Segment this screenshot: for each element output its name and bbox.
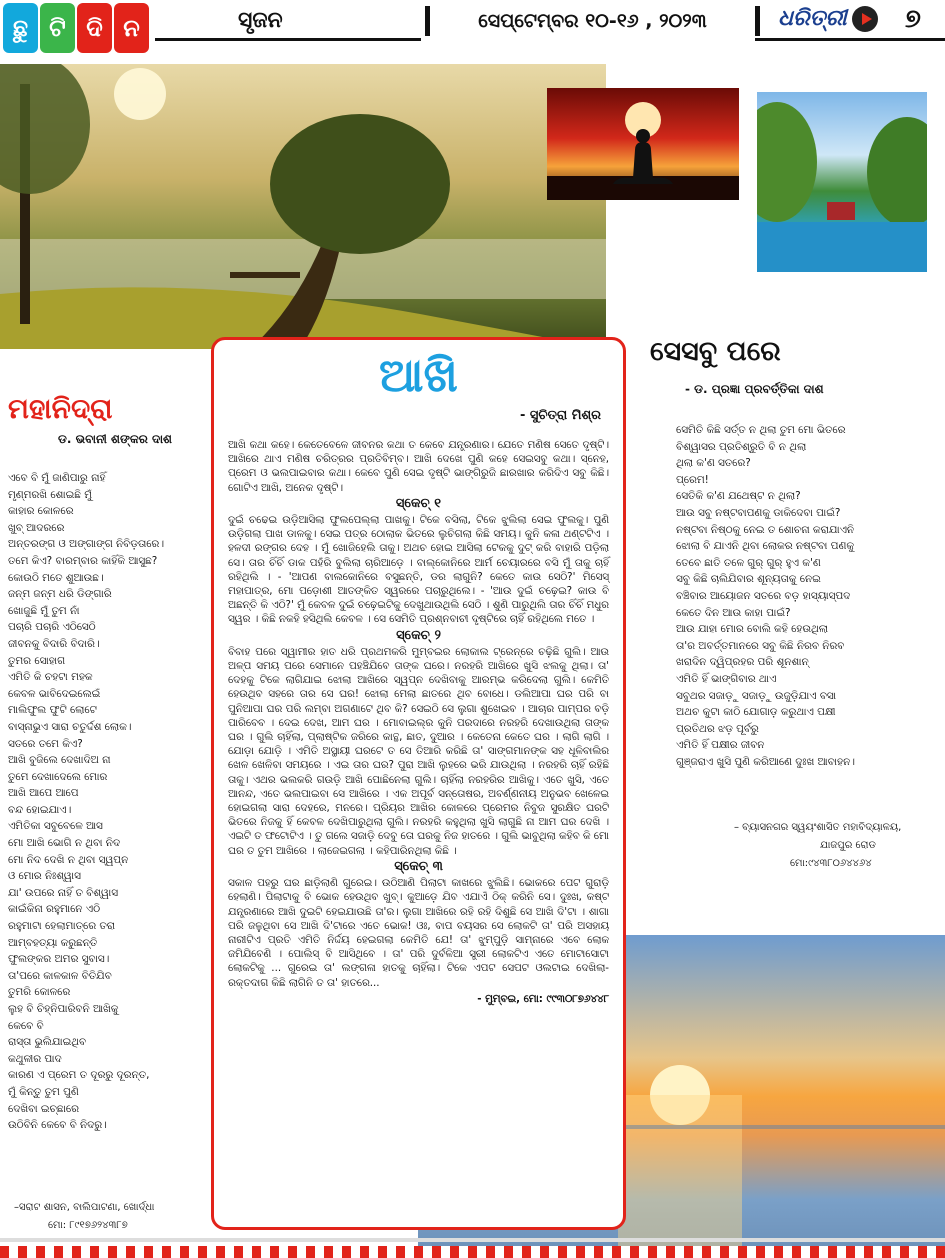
left-poem-line: ଦେଖିବା ଇଚ୍ଛାରେ: [8, 1102, 79, 1115]
header-rule-right: [755, 38, 945, 41]
left-poem-line: ମୋ ନିଦ ଦେଖି ନ ଥିବା ସ୍ୱପ୍ନ: [8, 853, 129, 866]
right-poem-line: ଆଉ ଯାହା ମୋର ବୋଲି କହି ହେଉଥିଲା: [676, 623, 828, 636]
left-poem-author: ଡ. ଭବାନୀ ଶଙ୍କର ଦାଶ: [58, 432, 172, 446]
right-poem-line: ଏମିତି ହିଁ ପକ୍ଷୀର ଜୀବନ: [676, 739, 765, 752]
right-poem-body: [676, 422, 938, 770]
sketch-3-text: ସକାଳ ପହରୁ ଘର ଛାଡ଼ିଲାଣି ଗୁରେଇ। ଉଠିଆଣି ପିଲାଟା କାଖରେ ଝୁଲିଛି। ଭୋକରେ ପେଟ ଗୁରାଡ଼ି ହେଲାଣି। ପିଲାଟାକୁ ବି ଭୋକ ହେଉଥିବ ଖୁବ୍। କୁଆଡ଼େ ଯିବ ଏଯାଏଁ ଠିକ୍ କରିନି ସେ। ଦୁଃଖ, କଷ୍ଟ ଯନ୍ତ୍ରଣାରେ ଆଖି ଦୁଇଟି ହେଇଯାଉଛି ତା'ର। ଲୁଗା ଆଖିରେ ରହି ରହି ଦିଶୁଛି ସେ ଆଖି ଦି'ଟା । ଶାଗା ପରି ଜଳୁଥିବା ସେ ଆଖି ଦି'ଟାରେ ଏତେ ଭୋକ! ଓଃ, ବାପ ବୟସର ସେ ଲୋକଟି ତା' ପରି ଅସହାୟ ନାରୀଟିଏ ପ୍ରତି ଏମିତି ନିର୍ଦ୍ଦୟ ହେଇଗଲା କେମିତି ଯେ! ତା' ଝୁମ୍ପୁଡ଼ି ସାମ୍ନାରେ ଏବେ ଲୋକ ଜମିଯିବେଣି । ପୋଲିସ୍ ବି ଆସିଥିବେ । ତା' ପରି ଦୁର୍ବଳିଆ ସ୍ତ୍ରୀ ଲୋକଟିଏ ଏତେ ମୋଟାସୋଟା ଲୋକଟିକୁ ... ଗୁରେଇ ତା' ଲଙ୍ଗଳା ହାତକୁ ଚାହିଁଲା। ଟିକେ ଏପଟ ସେପଟ ଓଲଟାଇ ଦେଖିଲା- ରକ୍ତଦାଗ କିଛି ଲାଗିନି ତ ତା' ହାତରେ...: [228, 877, 609, 989]
badge-letter-3: ଦି: [77, 3, 112, 53]
left-poem-line: ଖୋଜୁଛି ମୁଁ ତୁମ ନାଁ: [8, 604, 80, 617]
badge-letter-2: ଟି: [40, 3, 75, 53]
article-title: ଆଖି: [379, 348, 458, 402]
left-poem-line: ଅନ୍ତରଙ୍ଗ ଓ ଅଙ୍ଗାଙ୍ଗ ନିବିଡ଼ତାରେ।: [8, 538, 164, 551]
play-icon: [852, 6, 878, 32]
left-poem-line: ଖୁବ୍ ଆଦରରେ: [8, 521, 65, 534]
left-poem-line: ଆଖି ବୁଜିଲେ ଦେଖାଦିଅ ନା: [8, 754, 111, 767]
right-poem-address-2: ଯାଜପୁର ରୋଡ: [820, 840, 876, 851]
badge-letter-4: ନ: [114, 3, 149, 53]
right-poem-line: ବଞ୍ଚିବାର ଆୟୋଜନ ସତରେ ବଡ଼ ହାସ୍ୟାସ୍ପଦ: [676, 589, 851, 602]
left-poem-line: କଥୁଳୀର ପାଦ: [8, 1052, 62, 1065]
right-poem-line: ସେତିକି କ'ଣ ଯଥେଷ୍ଟ ନ ଥିଲା?: [676, 490, 801, 503]
right-poem-phone: ମୋ:୯୪୩୮୦୬୪୪୬୪: [790, 858, 872, 869]
left-poem-line: ଓ ମୋର ନିଃଶ୍ୱାସ: [8, 870, 81, 883]
left-poem-line: ତୁମର ସୋହାଗ: [8, 654, 66, 667]
left-poem-line: ବନ୍ଦ ହୋଇଯାଏ।: [8, 803, 72, 816]
left-poem-line: କାଇଁକିନା ରହୁମାନେ ଏଠି: [8, 903, 101, 916]
right-poem-title: ସେସବୁ ପରେ: [650, 336, 781, 367]
center-article: [211, 337, 626, 1230]
right-poem-line: ସବୁଥର ସଜାଡ଼ୁ ସଜାଡ଼ୁ ଉଜୁଡ଼ିଯାଏ ବସା: [676, 689, 837, 702]
article-body: [228, 438, 609, 1218]
right-poem-address-1: – ବ୍ୟାସନଗର ସ୍ୱୟଂଶାସିତ ମହାବିଦ୍ୟାଳୟ,: [734, 822, 902, 833]
left-poem-line: ମୃଣ୍ମରଖି ଶୋଇଛି ମୁଁ: [8, 488, 92, 501]
left-poem-phone: ମୋ: ୮୯୧୭୬୨୪୩୮୭: [48, 1220, 128, 1231]
right-poem-line: କେତେ ଦିନ ଆଉ କାହା ପାଇଁ?: [676, 606, 791, 619]
right-poem-line: ସେମିତି କିଛି ସର୍ତ୍ତ ନ ଥିଲା ତୁମ ମୋ ଭିତରେ: [676, 424, 846, 436]
left-poem-line: ଫୁଲଙ୍କର ଅମର ସୁବାସ।: [8, 953, 110, 966]
lake-tree-photo: [0, 64, 606, 349]
left-poem-line: ଉଠିବିନି କେବେ ବି ନିଦରୁ।: [8, 1119, 107, 1132]
right-poem-line: ସବୁ କିଛି ଚାଲିଯିବାର ଶୂନ୍ୟତାକୁ ନେଇ: [676, 573, 821, 586]
left-poem-line: ରହୁମାଟା ହେଲାମାତ୍ରେ ତରା: [8, 920, 116, 933]
meditation-sunset-photo: [547, 88, 739, 200]
left-poem-line: କେବେ ବି: [8, 1019, 44, 1032]
right-poem-line: ତେବେ ଛାତି ତଳେ ଗୁର୍ ଗୁର୍ ହୁଏ କ'ଣ: [676, 556, 821, 569]
page-number: ୭: [905, 4, 921, 34]
left-poem-line: ବାସ୍ନାଭୁଏ ସାରା ଚତୁର୍ଦ୍ଦଶ ଲୋକ।: [8, 720, 132, 733]
badge-letter-1: ଛୁ: [3, 3, 38, 53]
article-intro: ଆଖି କଥା କହେ। କେତେବେଳେ ଜୀବନର କଥା ତ କେବେ ଯନ୍ତ୍ରଣାର। ଯେତେ ମଣିଷ ସେତେ ଦୃଷ୍ଟି। ଆଖିରେ ଥାଏ ମଣିଷ ଚରିତ୍ରର ପ୍ରତିବିମ୍ବ। ଆଖି ଦେଖେ ପୁଣି କହେ ସେଇସବୁ କଥା। ସ୍ନେହ, ପ୍ରେମ ଓ ଭଲପାଇବାର କଥା। କେବେ ପୁଣି ସେଇ ଦୃଷ୍ଟି ଭାଙ୍ଗିରୁଜି ଛାରଖାର କରିଦିଏ ସବୁ କିଛି। ଗୋଟିଏ ଆଖି, ଅନେକ ଦୃଷ୍ଟି।: [228, 439, 609, 494]
right-poem-line: ଅଥଚ କୁଟା କାଠି ଯୋଗାଡ଼ କରୁଥାଏ ପକ୍ଷୀ: [676, 706, 836, 719]
right-poem-line: ଗୁଞ୍ଜରାଏ ଖୁସି ପୁଣି କରିଆଣେ ଦୁଃଖ ଆବାହନ।: [676, 755, 855, 768]
bottom-divider: [0, 1238, 945, 1242]
sketch-2-heading: ସ୍କେଚ୍ ୨: [396, 627, 441, 643]
article-signature: - ମୁମ୍ବଇ, ମୋ: ୯୯୩୦୮୭୬୪୪୮: [477, 992, 609, 1005]
sketch-2-text: ବିବାହ ପରେ ସ୍ୱାମୀର ହାତ ଧରି ପ୍ରଥମକରି ମୁମ୍ବଇର ଲୋକାଲ ଟ୍ରେନ୍‌ରେ ଚଢ଼ିଛି ଗୁଲି। ଆଉ ଅଳ୍ପ ସମୟ ପରେ ସେମାନେ ପହଞ୍ଚିଯିବେ ତାଙ୍କ ଘରେ। ନରହରି ଆଖିରେ ଖୁସି ଝଲକୁ ଥିଲା। ତା' ଦେହକୁ ଟିକେ ଲାଗିଯାଇ ଝୋଲା ଆଖିରେ ସ୍ୱପ୍ନ ଦେଖିବାକୁ ଆରମ୍ଭ କରିଦେଲା ଗୁଲି। କେମିତି ହେଉଥିବ ସହରେ ତାର ସେ ଘର! ଝୋଲା ମେଲା ଛାତରେ ଥିବ ବୋଧେ। ଡଲିଆପା ଘର ପରି ବା ପୁନିଆପା ଘର ପରି ଲମ୍ବା ଅଗଣାଟେ ଥିବ କି? ସେଇଠି ସେ ଲୁଗା ଶୁଖେଇବ । ଆଚାର ପାମ୍ପର ବଡ଼ି ପାରିବେବ । ଦେଇ ଦେଖ, ଆମ ଘର । ମୋବାଇଲ୍‌ର କୁନି ପରଦାରେ ନରହରି ଦେଖାଉଥିଲା ତାଙ୍କ ଘର । ଗୁଲି ଚାହିଁଲା, ପ୍ଲାଷ୍ଟିକ ଜରିରେ କାନ୍ଥ, ଛାତ, ଦୁଆର । କେତେନା କେତେ ଘର । ଲାଗି ଲାଗି । ଯୋଡ଼ା ଯୋଡ଼ି । ଏମିତି ଅସ୍ଥାୟୀ ଘରଟେ ତ ସେ ତିଆରି କରିଛି ତା' ସାଙ୍ଗମାନଙ୍କ ସହ ଧୂଳିବାଲିର ଖେଳ ଖେଳିବା ସମୟରେ । ଏଇ ତାର ଘର? ପୁରା ଆଖି ଲୁହରେ ଭରି ଯାଉଥିଲା । ନରହରି ଚାହିଁ ରହିଛି ତାକୁ। ଏଥର ଭଲକରି ଗଉଡ଼ି ଆଖି ପୋଛିନେଲା ଗୁଲି। ଚାହିଁଲା ନରହରିର ଆଖିକୁ। ଏତେ ଖୁସି, ଏତେ ଆନନ୍ଦ, ଏତେ ଭଲପାଇବା ସେ ଆଖିରେ । ଏକ ଅପୂର୍ବ ସନ୍ତୋଷର, ଅବର୍ଣ୍ଣନୀୟ ଅନୁଭବ ଖେଳେଇ ହୋଇଗଲା ସାରା ଦେହରେ, ମନରେ। ପ୍ରିୟର ଆଖିର କୋଳରେ ପ୍ରେମର ନିବୁଜ ସୁରକ୍ଷିତ ଘରଟି ଭିତରେ ନିଜକୁ ହିଁ କେବଳ ଦେଖିପାରୁଥିଲା ଗୁଲି। ନରହରି କହୁଥିଲା ଖୁସି ଲାଗୁଛି ନା ଆମ ଘର ଦେଖି । ଏଇଟି ତ ଫଟୋଟିଏ । ତୁ ଗଲେ ସଜାଡ଼ି ଦେବୁ ତୋ ଘରକୁ ନିଜ ହାତରେ । ଗୁଲି ଭାବୁଥିଲା କହିବ କି ମୋ ଘର ତ ତୁମ ଆଖିରେ । ଲାଜେଇଗଲା । କହିପାରିନଥିଲା କିଛି ।: [228, 645, 609, 857]
sketch-1-text: ଦୁଇଁ ଚଢେଇ ଉଡ଼ିଆସିଲା ଫୁଲପେଲ୍ଲା ପାଖକୁ। ଟିକେ ବସିଲା, ଟିକେ ଝୁଲିଲା ସେଇ ଫୁଲକୁ। ପୁଣି ଉଡ଼ିଗଲା ପାଖ ଡାଳକୁ। ସେଇ ପତ୍ର ଠୋଲାକ ଭିତରେ ଲୁଚିଗଲା କିଛି ସମୟ। କୁନି କଳା ଥଣ୍ଟଟିଏ । ହଳଦୀ ରଙ୍ଗର ଦେହ । ମୁଁ ଖୋଜିହେଲି ତାକୁ। ଅଥଚ ହୋଇ ଆସିଲା ଟେକକୁ ଦୁଟ୍ କରି ବାହାରି ପଡ଼ିଲା ସେ। ତାର ଚିଁଚିଁ ଡାକ ପହଁରି ବୁଲିଲା ଚାରିଆଡ଼େ । ବାଲ୍‌କୋନିରେ ଆର୍ମ ଚେୟାରରେ ବସି ମୁଁ ତାକୁ ଚାହିଁ ରହିଥିଲି । - 'ଆପଣ ବାଲକୋନିରେ ବସୁଛନ୍ତି, ଡର ଲାଗୁନି? କେତେ କାଉ ସେଠି?' ମିସେସ୍ ମହାପାତ୍ର, ମୋ ପଡ଼ୋଶୀ ଆତଙ୍କିତ ସ୍ୱରରେ ପଚାରୁଥିଲେ। - 'ଆଉ ଦୁଇଁ ଚଢ଼େଇ? କାଉ ବି ଅଛନ୍ତି କି ଏଠି?' ମୁଁ କେବଳ ଦୁଇଁ ଚଢ଼େଇଟିକୁ ଦେଖୁଥାଉଥିଲି ସେଠି । ଶୁଣି ପାରୁଥିଲି ତାର ଚିଁଚିଁ ମଧୁର ସ୍ୱର । କିଛି ନକହି ହସିଥିଲି କେବଳ । ସେ ସେମିତି ପ୍ରଶ୍ନବାଚୀ ଦୃଷ୍ଟିରେ ଚାହିଁ ରହିଥିଲେ ମତେ ।: [228, 514, 609, 626]
article-author: - ସୁଚିତ୍ରା ମିଶ୍ର: [519, 408, 601, 423]
left-poem-line: ତୁମେ ଦେଖାଦେଲେ ମୋର: [8, 770, 108, 783]
left-poem-line: ଜୀବନକୁ ବିଦାରି ବିଦାରି।: [8, 637, 100, 650]
brand-logo: ଧରିତ୍ରୀ: [778, 6, 847, 31]
right-poem-line: ନଷ୍ଟବା ନିଷ୍ଠକୁ ନେଇ ତ ଶୋଚନା କରାଯାଏନି: [676, 523, 855, 536]
section-name: ସୃଜନ: [238, 8, 283, 33]
right-poem-line: ଏମିତି ହିଁ ଭାଙ୍ଗିବାର ଥାଏ: [676, 672, 777, 685]
sketch-3-heading: ସ୍କେଚ୍ ୩: [394, 858, 443, 874]
left-poem-line: ରାସ୍ତା ଭୁଲିଯାଇଥିବ: [8, 1036, 87, 1049]
left-poem-line: କୋଉଠି ମତେ ଶୁଆଉଛ।: [8, 571, 104, 584]
left-poem-line: କାହାର କୋଳରେ: [8, 505, 74, 518]
sketch-1-heading: ସ୍କେଚ୍ ୧: [395, 495, 442, 511]
left-poem-title: ମହାନିଦ୍ରା: [8, 392, 113, 425]
right-poem-line: ଝୋଲା ବି ଯାଏନି ଥିବା ଲୋକର ନଷ୍ଟବା ପଣକୁ: [676, 540, 854, 553]
left-poem-line: ପଚାରି ପଚାରି ଏଠିସେଠି: [8, 621, 96, 634]
right-poem-line: ବିଶ୍ୱାସର ପ୍ରତିଶ୍ରୁତି ବି ନ ଥିଲା: [676, 440, 807, 453]
left-poem-line: ଆମ୍ବହତ୍ୟା କରୁଛନ୍ତି: [8, 936, 98, 949]
left-poem-body: [8, 470, 208, 1134]
right-poem-line: ପ୍ରତିଥର ଝଡ଼ ପୂର୍ବରୁ: [676, 722, 759, 735]
page-header: [0, 0, 945, 58]
left-poem-line: ମାଲିଫୁଲ ଫୁଟି ଲୋଟେ: [8, 704, 97, 717]
left-poem-line: ଆଖି ଆପେ ଆପେ: [8, 787, 79, 800]
header-rule-left: [155, 38, 421, 41]
right-poem-line: ପ୍ରେମ!: [676, 473, 709, 486]
meditation-illustration: [547, 88, 739, 200]
left-poem-line: ଏମିତି କି ଚହଟା ମହକ: [8, 671, 93, 684]
left-poem-line: ଏବେ ବି ମୁଁ ଜାଣିପାରୁ ନାହିଁ: [8, 472, 106, 484]
lake-house-photo: [757, 92, 927, 272]
left-poem-line: ତା'ପରେ କାଳକାଳ ବିତିଯିବ: [8, 969, 112, 982]
lake-tree-illustration: [0, 64, 606, 349]
issue-date: ସେପ୍ଟେମ୍ବର ୧୦-୧୬ , ୨୦୨୩: [425, 6, 760, 36]
right-poem-author: - ଡ. ପ୍ରଜ୍ଞା ପ୍ରବର୍ତ୍ତିକା ଦାଶ: [685, 382, 824, 396]
left-poem-line: କେବଳ ଭାବିଦେଇଲେଇଁ: [8, 687, 101, 700]
left-poem-line: ମୁଁ କିନ୍ତୁ ତୁମ ପୁଣି: [8, 1085, 79, 1098]
right-poem-line: ଖରାଦିନ ଦ୍ୱିପ୍ରହର ପରି ଶୂନଶାନ୍: [676, 656, 809, 669]
left-poem-line: ଜନ୍ମ ଜନ୍ମ ଧରି ଡିଙ୍ଗାରି: [8, 588, 112, 601]
left-poem-line: ତମେ କିଏ? ବାରମ୍ବାର କାହିଁକି ଆସୁଛ?: [8, 554, 158, 567]
left-poem-line: ଲୁହ ବି ଚିହ୍ନିପାରିବନି ଆଖିକୁ: [8, 1003, 119, 1015]
left-poem-line: ସତରେ ତମେ କିଏ?: [8, 737, 83, 750]
left-poem-address: –ସରାଟ ଶାସନ, ବାଲିପାଟଣା, ଖୋର୍ଦ୍ଧା: [14, 1202, 155, 1213]
left-poem-line: ତୁମରି କୋଳରେ: [8, 986, 71, 999]
right-poem-line: ଆଉ ସବୁ ନଷ୍ଟବାପଣକୁ ଡାକିଦେବା ପାଇଁ?: [676, 506, 841, 519]
lake-house-illustration: [757, 92, 927, 272]
left-poem-line: ଯା' ଉପରେ ନାହିଁ ତ ବିଶ୍ୱାସ: [8, 886, 118, 899]
left-poem-line: କାରଣ ଏ ପ୍ରେମ ତ ଦୂରରୁ ଦୂରନ୍ତ,: [8, 1069, 150, 1082]
bottom-stripe: [0, 1246, 945, 1258]
right-poem-line: ଥିଲା କ'ଣ ସତରେ?: [676, 457, 751, 470]
right-poem-line: ତା'ର ଅବର୍ତ୍ତମାନରେ ସବୁ କିଛି ନିରବ ନିରବ: [676, 639, 845, 652]
left-poem-line: ଏମିତିକା ସବୁବେଳେ ଆସ: [8, 820, 103, 833]
left-poem-line: ମୋ ଆଖି ଭୋଗି ନ ଥିବା ନିଦ: [8, 837, 121, 850]
